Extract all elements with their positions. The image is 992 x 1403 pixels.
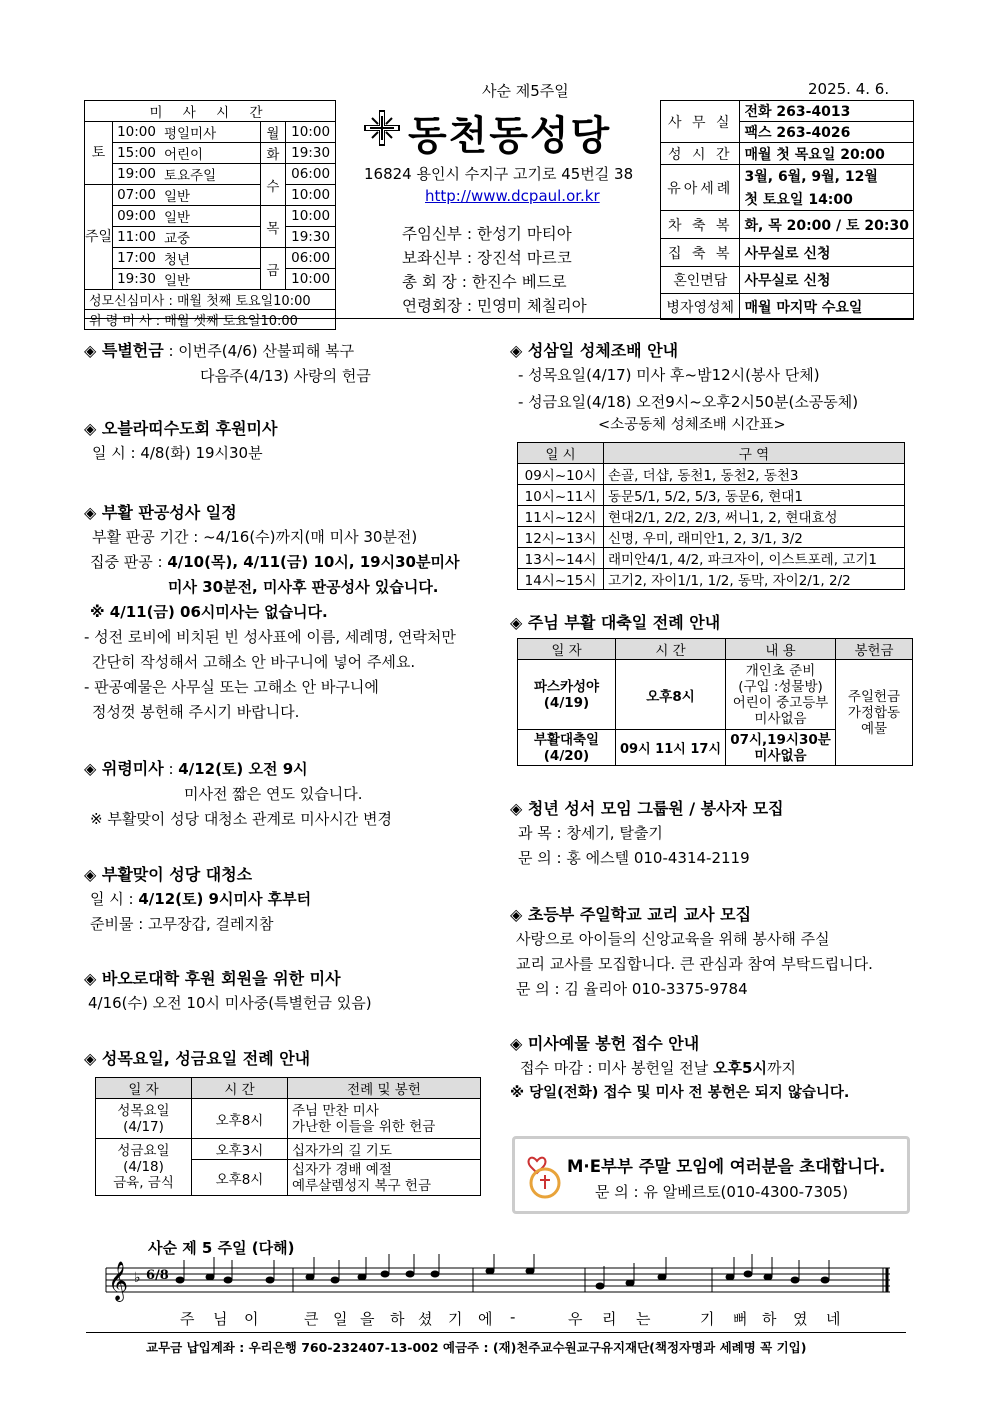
section-special-offering: ◈ 특별헌금 : 이번주(4/6) 산불피해 복구 bbox=[84, 341, 355, 360]
youth-line1: 과 목 : 창세기, 탈출기 bbox=[518, 824, 663, 842]
triduum-title: ◈ 성목요일, 성금요일 전례 안내 bbox=[84, 1049, 311, 1068]
music-note bbox=[176, 1277, 185, 1284]
triduum-r3-time: 오후8시 bbox=[192, 1160, 288, 1196]
table-row bbox=[518, 569, 905, 590]
time-sig-top: 6/8 bbox=[146, 1268, 169, 1283]
parish-name: 동천동성당 bbox=[408, 113, 612, 159]
requiem-time: 4/12(토) 오전 9시 bbox=[178, 760, 308, 778]
office-value-1: 매월 첫 목요일 20:00 bbox=[740, 143, 914, 165]
easter-r1-date2: (4/19) bbox=[543, 694, 590, 711]
easter-header-time: 시 간 bbox=[616, 639, 726, 660]
confession-line7: - 판공예물은 사무실 또는 고해소 안 바구니에 bbox=[84, 678, 379, 696]
triduum-r1-desc: 주님 만찬 미사 bbox=[292, 1102, 379, 1119]
music-note bbox=[526, 1268, 535, 1275]
confession-line2a: 집중 판공 : bbox=[90, 553, 168, 571]
lyric-syllable: 리 bbox=[602, 1310, 617, 1328]
music-note bbox=[406, 1271, 415, 1278]
adoration-line1: - 성목요일(4/17) 미사 후~밤12시(봉사 단체) bbox=[518, 366, 820, 384]
hymn-notes bbox=[176, 1254, 830, 1290]
oblati-line1: 일 시 : 4/8(화) 19시30분 bbox=[92, 444, 263, 462]
easter-title-text: 주님 부활 대축일 전례 안내 bbox=[527, 613, 721, 632]
requiem-line2: 미사전 짧은 연도 있습니다. bbox=[184, 785, 363, 803]
easter-r1-c2: (구입 :성물방) bbox=[738, 678, 823, 695]
adoration-table bbox=[517, 442, 905, 590]
staff-name: 한성기 마티아 bbox=[476, 225, 572, 243]
mass-footer-1: 성모신심미사 : 매월 첫째 토요일10:00 bbox=[85, 290, 336, 310]
music-note bbox=[358, 1274, 367, 1281]
adoration-area: 손골, 더샵, 동천1, 동천2, 동천3 bbox=[604, 464, 905, 485]
mass-time: 10:00 bbox=[113, 122, 160, 143]
lyric-syllable: 네 bbox=[826, 1310, 841, 1328]
easter-r1-date: 파스카성야 bbox=[533, 678, 600, 695]
paul-univ-title: ◈ 바오로대학 후원 회원을 위한 미사 bbox=[84, 969, 341, 988]
mass-time: 09:00 bbox=[113, 206, 160, 227]
hymn-title: 사순 제 5 주일 (다해) bbox=[148, 1239, 295, 1257]
special-offering-title: 특별헌금 bbox=[101, 341, 164, 360]
easter-r2-c1: 07시,19시30분 bbox=[730, 731, 831, 748]
staff-row: 주임신부 : 한성기 마티아 bbox=[402, 225, 572, 243]
teacher-line2: 교리 교사를 모집합니다. 큰 관심과 참여 부탁드립니다. bbox=[516, 955, 873, 973]
easter-r2-date2: (4/20) bbox=[543, 747, 590, 764]
music-note bbox=[331, 1277, 340, 1284]
weekday-time: 10:00 bbox=[286, 269, 336, 290]
easter-offering-1: 주일헌금 bbox=[847, 688, 901, 705]
office-value-2b: 첫 토요일 14:00 bbox=[740, 188, 914, 211]
mass-time: 11:00 bbox=[113, 227, 160, 248]
triduum-r3-desc2: 예루살렘성지 복구 헌금 bbox=[292, 1177, 431, 1194]
triduum-r1-time: 오후8시 bbox=[192, 1099, 288, 1139]
requiem-sep: : bbox=[163, 760, 179, 778]
easter-title: ◈ 주님 부활 대축일 전례 안내 bbox=[510, 613, 721, 632]
music-note bbox=[486, 1268, 495, 1275]
parish-url-link[interactable]: http://www.dcpaul.or.kr bbox=[425, 187, 600, 205]
lyric-syllable: 주 bbox=[180, 1310, 195, 1328]
office-label-1: 성 시 간 bbox=[661, 143, 740, 165]
footer-divider bbox=[86, 1332, 906, 1333]
adoration-area: 고기2, 자이1/1, 1/2, 동막, 자이2/1, 2/2 bbox=[604, 569, 905, 590]
weekday-label: 화 bbox=[260, 143, 286, 164]
youth-title-text: 청년 성서 모임 그룹원 / 봉사자 모집 bbox=[527, 799, 784, 818]
easter-table bbox=[517, 638, 913, 766]
office-value-5: 사무실로 신청 bbox=[740, 267, 914, 294]
cross-logo-icon bbox=[362, 108, 402, 152]
me-logo-icon bbox=[525, 1151, 565, 1203]
music-note bbox=[821, 1277, 830, 1284]
office-value-4: 사무실로 신청 bbox=[740, 239, 914, 267]
triduum-header-time: 시 간 bbox=[192, 1078, 288, 1099]
stipend-line1a: 접수 마감 : 미사 봉헌일 전날 bbox=[520, 1059, 714, 1077]
staff-role: 보좌신부 bbox=[402, 249, 462, 267]
easter-header-date: 일 자 bbox=[518, 639, 616, 660]
lyric-syllable: 뻐 bbox=[733, 1310, 748, 1328]
cleaning-line1b: 4/12(토) 9시미사 후부터 bbox=[138, 890, 312, 908]
adoration-area: 신명, 우미, 래미안1, 2, 3/1, 3/2 bbox=[604, 527, 905, 548]
lyric-syllable: 우 bbox=[568, 1310, 583, 1328]
triduum-header-date: 일 자 bbox=[96, 1078, 192, 1099]
parish-address: 16824 용인시 수지구 고기로 45번길 38 bbox=[364, 165, 634, 183]
hymn-lyrics bbox=[0, 1308, 992, 1328]
special-offering-line1: : 이번주(4/6) 산불피해 복구 bbox=[163, 342, 355, 360]
lyric-syllable: 을 bbox=[360, 1310, 375, 1328]
stipend-line1c: 까지 bbox=[766, 1059, 796, 1077]
staff-row: 총 회 장 : 한진수 베드로 bbox=[402, 273, 567, 291]
table-row bbox=[518, 485, 905, 506]
office-label-4: 집 축 복 bbox=[661, 239, 740, 267]
weekday-label: 금 bbox=[260, 248, 286, 290]
office-value-0b: 팩스 263-4026 bbox=[740, 122, 914, 143]
adoration-title: ◈ 성삼일 성체조배 안내 bbox=[510, 341, 679, 360]
weekday-time: 10:00 bbox=[286, 122, 336, 143]
confession-line8: 정성껏 봉헌해 주시기 바랍니다. bbox=[92, 703, 300, 721]
triduum-r2-date: 성금요일 bbox=[117, 1143, 170, 1159]
adoration-area: 현대2/1, 2/2, 2/3, 써니1, 2, 현대효성 bbox=[604, 506, 905, 527]
adoration-time: 10시~11시 bbox=[518, 485, 604, 506]
lyric-syllable: - bbox=[510, 1308, 516, 1326]
confession-line6: 간단히 작성해서 고해소 안 바구니에 넣어 주세요. bbox=[92, 653, 416, 671]
music-note bbox=[791, 1277, 800, 1284]
lyric-syllable: 큰 bbox=[304, 1310, 319, 1328]
adoration-time: 11시~12시 bbox=[518, 506, 604, 527]
lyric-syllable: 이 bbox=[244, 1310, 259, 1328]
triduum-r1-date2: (4/17) bbox=[123, 1118, 164, 1135]
table-row bbox=[518, 506, 905, 527]
youth-title: ◈ 청년 성서 모임 그룹원 / 봉사자 모집 bbox=[510, 799, 784, 818]
triduum-r1-date: 성목요일 bbox=[117, 1102, 170, 1119]
mass-type: 청년 bbox=[160, 248, 260, 269]
adoration-area: 래미안4/1, 4/2, 파크자이, 이스트포레, 고기1 bbox=[604, 548, 905, 569]
triduum-r2-date3: 금육, 금식 bbox=[113, 1175, 174, 1191]
staff-row: 보좌신부 : 장진석 마르코 bbox=[402, 249, 572, 267]
mass-type: 토요주일 bbox=[160, 164, 260, 185]
group-sun: 주일 bbox=[85, 185, 113, 290]
mass-time: 07:00 bbox=[113, 185, 160, 206]
adoration-time: 09시~10시 bbox=[518, 464, 604, 485]
music-note bbox=[744, 1271, 753, 1278]
requiem-title-text: 위령미사 bbox=[101, 759, 164, 778]
music-note bbox=[658, 1274, 667, 1281]
easter-offering-2: 가정합동 bbox=[847, 704, 901, 721]
mass-time: 17:00 bbox=[113, 248, 160, 269]
music-note bbox=[626, 1280, 635, 1287]
adoration-title-text: 성삼일 성체조배 안내 bbox=[527, 341, 679, 360]
triduum-table bbox=[95, 1077, 481, 1196]
adoration-time: 13시~14시 bbox=[518, 548, 604, 569]
music-note bbox=[726, 1274, 735, 1281]
music-note bbox=[224, 1277, 233, 1284]
office-value-3: 화, 목 20:00 / 토 20:30 bbox=[740, 211, 914, 239]
easter-r1-c3: 어린이 중고등부 bbox=[732, 694, 829, 711]
oblati-title-text: 오블라띠수도회 후원미사 bbox=[101, 419, 278, 438]
easter-r2-date: 부활대축일 bbox=[533, 731, 600, 748]
easter-r1-c1: 개인초 준비 bbox=[745, 662, 816, 679]
requiem-line3: ※ 부활맞이 성당 대청소 관계로 미사시간 변경 bbox=[90, 810, 392, 828]
office-info-table bbox=[660, 100, 914, 320]
staff-role: 총 회 장 bbox=[402, 273, 457, 291]
confession-title-text: 부활 판공성사 일정 bbox=[101, 503, 237, 522]
lyric-syllable: 하 bbox=[762, 1310, 777, 1328]
weekday-time: 19:30 bbox=[286, 143, 336, 164]
confession-line3: 미사 30분전, 미사후 판공성사 있습니다. bbox=[168, 578, 439, 596]
adoration-line2: - 성금요일(4/18) 오전9시~오후2시50분(소공동체) bbox=[518, 393, 859, 411]
footer-account: 교무금 납입계좌 : 우리은행 760-232407-13-002 예금주 : (재)천주교수원교구유지재단(책정자명과 세례명 꼭 기입) bbox=[146, 1340, 807, 1355]
staff-row: 연령회장 : 민영미 체칠리아 bbox=[402, 297, 587, 315]
weekday-time: 19:30 bbox=[286, 227, 336, 248]
adoration-time: 14시~15시 bbox=[518, 569, 604, 590]
easter-header-offering: 봉헌금 bbox=[836, 639, 913, 660]
table-row bbox=[518, 464, 905, 485]
office-label-2: 유아세례 bbox=[661, 165, 740, 211]
triduum-r2-desc: 십자가의 길 기도 bbox=[288, 1139, 481, 1160]
mass-type: 교중 bbox=[160, 227, 260, 248]
easter-offering-3: 예물 bbox=[860, 720, 888, 737]
weekday-label: 월 bbox=[260, 122, 286, 143]
staff-role: 주임신부 bbox=[402, 225, 462, 243]
music-note bbox=[431, 1271, 440, 1278]
paul-univ-title-text: 바오로대학 후원 회원을 위한 미사 bbox=[101, 969, 341, 988]
confession-line4: ※ 4/11(금) 06시미사는 없습니다. bbox=[90, 603, 328, 621]
mass-type: 평일미사 bbox=[160, 122, 260, 143]
easter-r1-time: 오후8시 bbox=[616, 660, 726, 730]
easter-r2-c2: 미사없음 bbox=[754, 747, 807, 764]
office-label-6: 병자영성체 bbox=[661, 294, 740, 320]
adoration-time: 12시~13시 bbox=[518, 527, 604, 548]
lyric-syllable: 는 bbox=[636, 1310, 651, 1328]
weekday-label: 수 bbox=[260, 164, 286, 206]
easter-r2-time: 09시 11시 17시 bbox=[616, 730, 726, 766]
cleaning-line2: 준비물 : 고무장갑, 걸레지참 bbox=[90, 915, 274, 933]
adoration-caption: <소공동체 성체조배 시간표> bbox=[598, 417, 786, 433]
music-note bbox=[596, 1283, 605, 1290]
mass-table-title: 미 사 시 간 bbox=[85, 101, 336, 122]
mass-time: 15:00 bbox=[113, 143, 160, 164]
mass-time: 19:00 bbox=[113, 164, 160, 185]
office-value-2: 3월, 6월, 9월, 12월 bbox=[740, 165, 914, 188]
lyric-syllable: 에 bbox=[478, 1310, 493, 1328]
cleaning-title-text: 부활맞이 성당 대청소 bbox=[101, 865, 253, 884]
mass-type: 일반 bbox=[160, 269, 260, 290]
stipend-line1b: 오후5시 bbox=[713, 1059, 767, 1077]
mass-type: 어린이 bbox=[160, 143, 260, 164]
office-value-0: 전화 263-4013 bbox=[740, 101, 914, 122]
office-value-6: 매월 마지막 수요일 bbox=[740, 294, 914, 320]
group-sat: 토 bbox=[85, 122, 113, 185]
mass-footer-2: 위 령 미 사 : 매월 셋째 토요일10:00 bbox=[85, 310, 336, 330]
cleaning-title: ◈ 부활맞이 성당 대청소 bbox=[84, 865, 253, 884]
staff-name: 장진석 마르코 bbox=[476, 249, 572, 267]
table-row bbox=[518, 548, 905, 569]
confession-line5: - 성전 로비에 비치된 빈 성사표에 이름, 세례명, 연락처만 bbox=[84, 628, 456, 646]
teacher-line1: 사랑으로 아이들의 신앙교육을 위해 봉사해 주실 bbox=[516, 930, 830, 948]
stipend-title-text: 미사예물 봉헌 접수 안내 bbox=[527, 1034, 700, 1053]
mass-schedule-table bbox=[84, 100, 336, 330]
staff-name: 민영미 체칠리아 bbox=[476, 297, 587, 315]
oblati-title: ◈ 오블라띠수도회 후원미사 bbox=[84, 419, 278, 438]
weekday-time: 06:00 bbox=[286, 248, 336, 269]
music-note bbox=[266, 1277, 275, 1284]
triduum-r1-desc2: 가난한 이들을 위한 헌금 bbox=[292, 1118, 436, 1135]
office-label-0: 사 무 실 bbox=[661, 101, 740, 143]
music-note bbox=[206, 1274, 215, 1281]
staff-list bbox=[402, 222, 587, 318]
me-invitation-box bbox=[512, 1136, 910, 1214]
weekday-label: 목 bbox=[260, 206, 286, 248]
staff-role: 연령회장 bbox=[402, 297, 462, 315]
special-offering-line2: 다음주(4/13) 사랑의 헌금 bbox=[200, 367, 371, 385]
confession-line2b: 4/10(목), 4/11(금) 10시, 19시30분미사 bbox=[167, 553, 460, 571]
adoration-header-area: 구 역 bbox=[604, 443, 905, 464]
weekday-time: 06:00 bbox=[286, 164, 336, 185]
music-note bbox=[764, 1274, 773, 1281]
lyric-syllable: 셨 bbox=[418, 1310, 433, 1328]
music-note bbox=[306, 1274, 315, 1281]
music-note bbox=[381, 1271, 390, 1278]
confession-line1: 부활 판공 기간 : ~4/16(수)까지(매 미사 30분전) bbox=[92, 528, 418, 546]
triduum-r2-date2: (4/18) bbox=[123, 1159, 164, 1175]
lyric-syllable: 님 bbox=[213, 1310, 228, 1328]
office-label-3: 차 축 복 bbox=[661, 211, 740, 239]
teacher-title: ◈ 초등부 주일학교 교리 교사 모집 bbox=[510, 905, 752, 924]
date-label: 2025. 4. 6. bbox=[808, 80, 890, 98]
lyric-syllable: 일 bbox=[333, 1310, 348, 1328]
weekday-time: 10:00 bbox=[286, 206, 336, 227]
mass-type: 일반 bbox=[160, 185, 260, 206]
treble-clef-icon: 𝄞 bbox=[108, 1261, 129, 1301]
teacher-line3: 문 의 : 김 율리아 010-3375-9784 bbox=[516, 980, 748, 998]
mass-time: 19:30 bbox=[113, 269, 160, 290]
stipend-line2: ※ 당일(전화) 접수 및 미사 전 봉헌은 되지 않습니다. bbox=[510, 1085, 850, 1101]
youth-line2: 문 의 : 홍 에스텔 010-4314-2119 bbox=[518, 849, 750, 867]
table-row bbox=[518, 527, 905, 548]
me-title: M·E부부 주말 모임에 여러분을 초대합니다. bbox=[567, 1157, 886, 1176]
mass-type: 일반 bbox=[160, 206, 260, 227]
lyric-syllable: 기 bbox=[448, 1310, 463, 1328]
triduum-header-desc: 전례 및 봉헌 bbox=[288, 1078, 481, 1099]
confession-title: ◈ 부활 판공성사 일정 bbox=[84, 503, 237, 522]
teacher-title-text: 초등부 주일학교 교리 교사 모집 bbox=[527, 905, 752, 924]
requiem-title: ◈ 위령미사 : 4/12(토) 오전 9시 bbox=[84, 759, 308, 778]
lyric-syllable: 기 bbox=[700, 1310, 715, 1328]
cleaning-line1a: 일 시 : bbox=[90, 890, 139, 908]
staff-name: 한진수 베드로 bbox=[471, 273, 567, 291]
lyric-syllable: 였 bbox=[793, 1310, 808, 1328]
adoration-header-time: 일 시 bbox=[518, 443, 604, 464]
week-title: 사순 제5주일 bbox=[482, 82, 569, 100]
paul-univ-line1: 4/16(수) 오전 10시 미사중(특별헌금 있음) bbox=[88, 994, 372, 1012]
easter-header-content: 내 용 bbox=[726, 639, 836, 660]
weekday-time: 10:00 bbox=[286, 185, 336, 206]
triduum-title-text: 성목요일, 성금요일 전례 안내 bbox=[101, 1049, 311, 1068]
me-contact: 문 의 : 유 알베르토(010-4300-7305) bbox=[595, 1183, 849, 1201]
lyric-syllable: 하 bbox=[390, 1310, 405, 1328]
stipend-title: ◈ 미사예물 봉헌 접수 안내 bbox=[510, 1034, 700, 1053]
header-divider bbox=[84, 318, 914, 319]
triduum-r3-desc: 십자가 경배 예절 bbox=[292, 1161, 392, 1178]
triduum-r2-time: 오후3시 bbox=[192, 1139, 288, 1160]
adoration-area: 동문5/1, 5/2, 5/3, 동문6, 현대1 bbox=[604, 485, 905, 506]
flat-sign-icon: ♭ bbox=[134, 1270, 141, 1286]
easter-r1-c4: 미사없음 bbox=[754, 710, 807, 727]
office-label-5: 혼인면담 bbox=[661, 267, 740, 294]
